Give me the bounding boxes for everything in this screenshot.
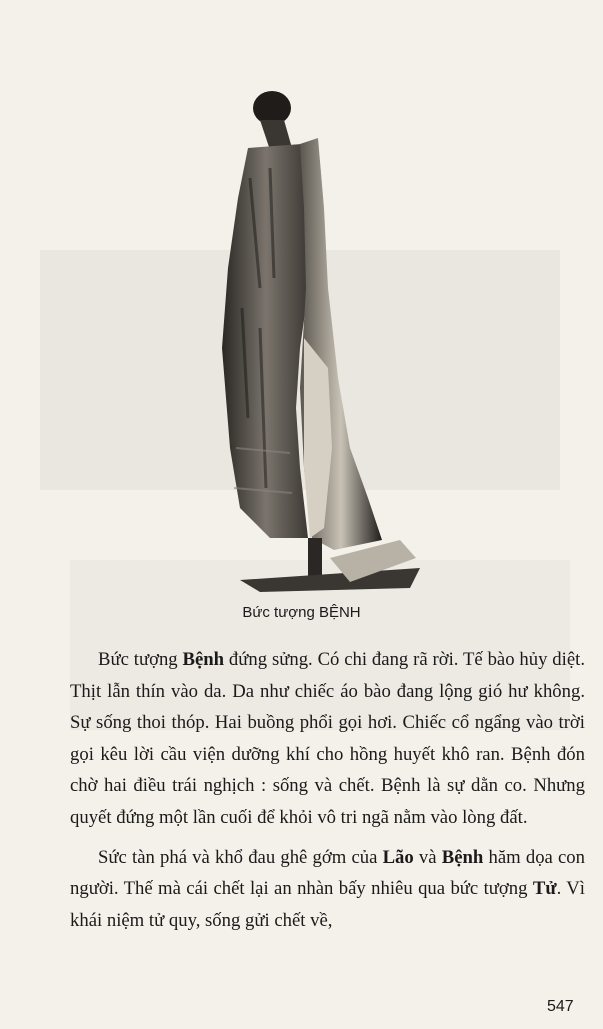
page-number: 547 bbox=[547, 998, 574, 1015]
bold-term-benh: Bệnh bbox=[441, 846, 484, 868]
text-segment: Bức tượng bbox=[98, 649, 183, 670]
text-segment: đứng sửng. Có chi đang rã rời. Tế bào hủy diệt. Thịt lẫn thín vào da. Da như chiếc áo bào đang lộng gió hư không. Sự sống thoi thóp. Hai buồng phổi gọi hơi. Chiếc cổ ngẩng vào trời gọi kêu lời cầu viện dưỡng khí cho hồng huyết khô ran. Bệnh đón chờ hai điều trái nghịch : sống và chết. Bệnh là sự dằn co. Nhưng quyết đứng một lần cuối để khỏi vô tri ngã nằm vào lòng đất. bbox=[70, 649, 586, 828]
paragraph-1 bbox=[70, 644, 585, 834]
sculpture-photo-benh bbox=[200, 88, 420, 596]
figure-caption: Bức tượng BỆNH bbox=[242, 604, 361, 621]
text-segment: Sức tàn phá và khổ đau ghê gớm của bbox=[98, 846, 383, 868]
text-segment: và bbox=[413, 846, 442, 868]
bold-term-lao: Lão bbox=[382, 846, 414, 868]
paragraph-2 bbox=[70, 842, 585, 937]
body-text bbox=[70, 644, 585, 944]
text-segment: hăm dọa con người. Thế mà cái chết lại an nhàn bấy nhiêu qua bức tượng bbox=[70, 846, 585, 900]
bold-term-tu: Tử bbox=[532, 878, 557, 900]
text-segment: . Vì khái niệm tử quy, sống gửi chết về, bbox=[70, 878, 585, 931]
bold-term-benh: Bệnh bbox=[182, 649, 225, 670]
